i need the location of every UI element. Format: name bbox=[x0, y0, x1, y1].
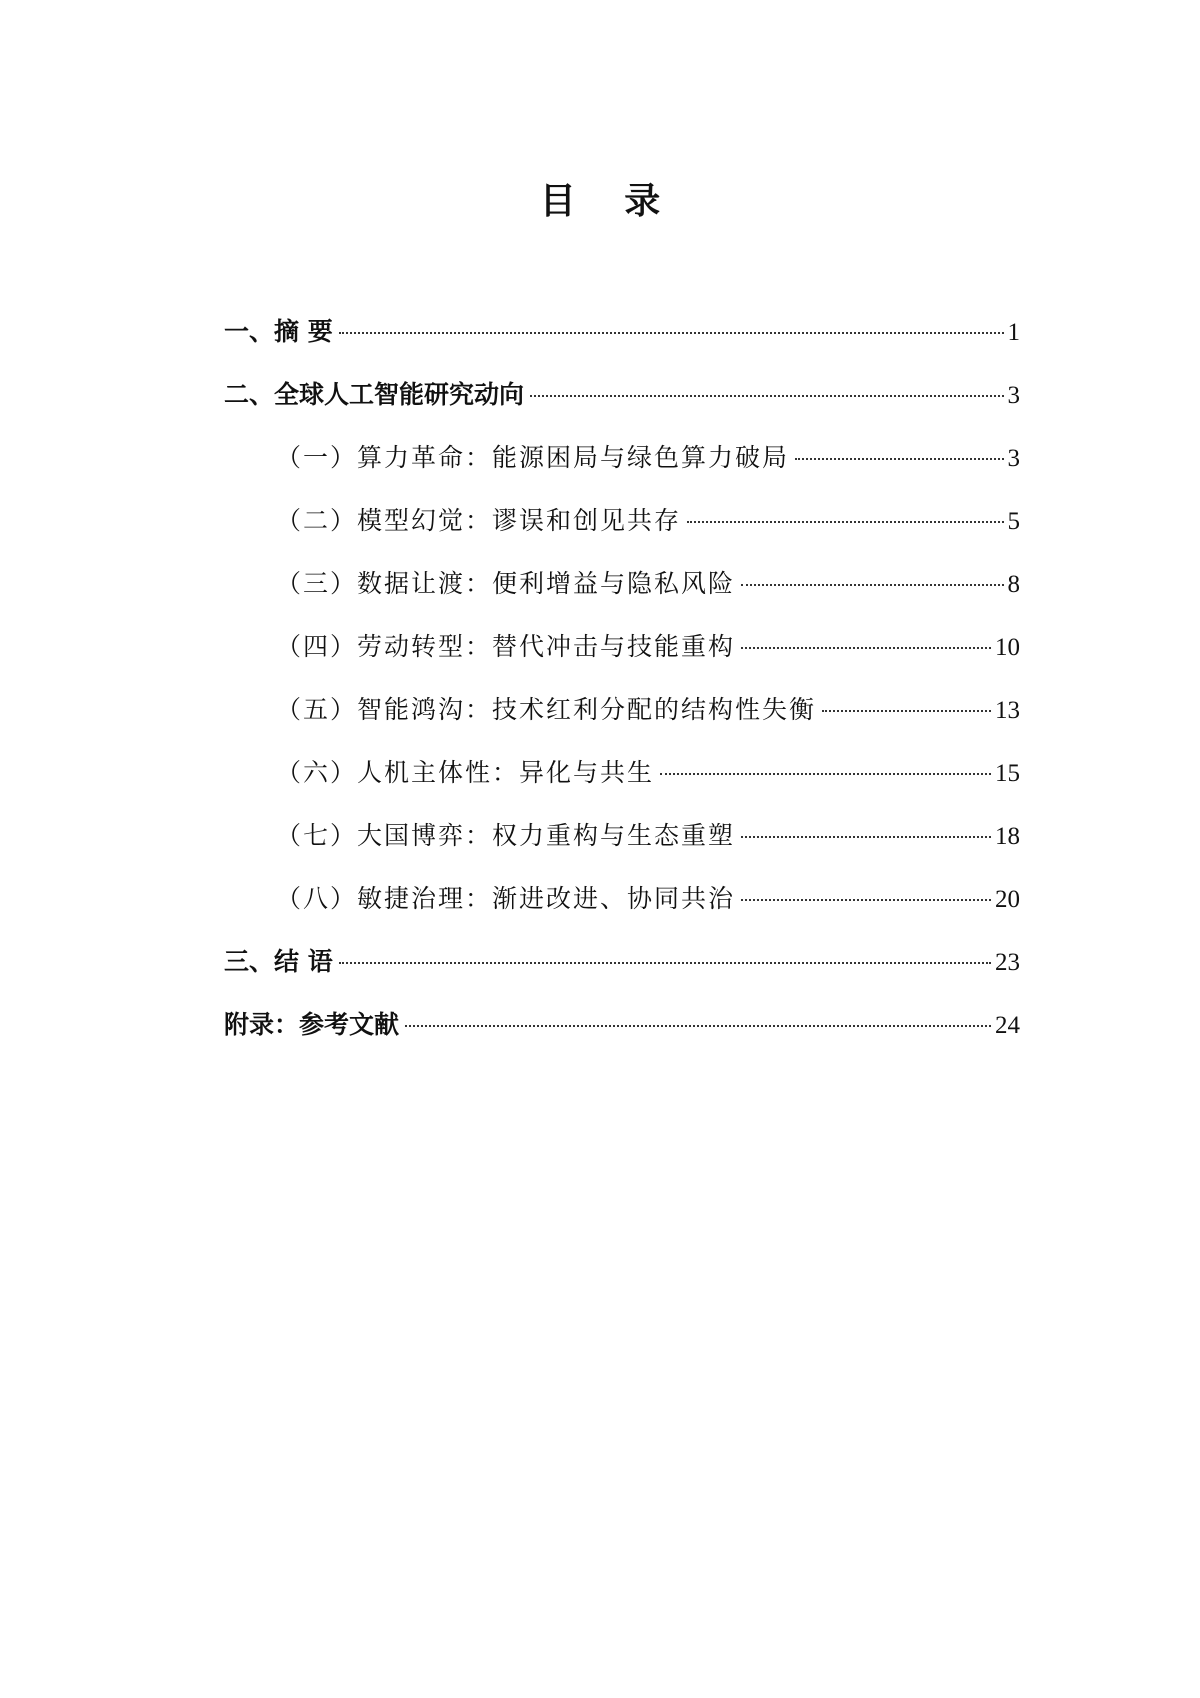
toc-entry-label: （八）敏捷治理：渐进改进、协同共治 bbox=[276, 884, 736, 913]
toc-entry-labor-transformation bbox=[224, 627, 1020, 690]
toc-entry-research-trends bbox=[224, 375, 1020, 438]
toc-dot-leader bbox=[660, 773, 991, 775]
toc-entry-abstract bbox=[224, 312, 1020, 375]
toc-page-number: 20 bbox=[995, 886, 1020, 913]
toc-dot-leader bbox=[822, 710, 991, 712]
toc-dot-leader bbox=[339, 332, 1004, 334]
page-title: 目 录 bbox=[539, 181, 679, 222]
toc-entry-label: （六）人机主体性：异化与共生 bbox=[276, 758, 655, 787]
toc-entry-model-hallucination bbox=[224, 501, 1020, 564]
toc-dot-leader bbox=[530, 395, 1003, 397]
toc-entry-label: （七）大国博弈：权力重构与生态重塑 bbox=[276, 821, 736, 850]
toc-page-number: 10 bbox=[995, 634, 1020, 661]
toc-page-number: 13 bbox=[995, 697, 1020, 724]
toc-page-number: 24 bbox=[995, 1012, 1020, 1039]
table-of-contents bbox=[224, 312, 1020, 1068]
toc-page-number: 15 bbox=[995, 760, 1020, 787]
toc-entry-label: 一、摘 要 bbox=[224, 317, 333, 346]
toc-entry-label: （三）数据让渡：便利增益与隐私风险 bbox=[276, 569, 736, 598]
toc-dot-leader bbox=[339, 962, 991, 964]
toc-page-number: 1 bbox=[1007, 319, 1020, 346]
toc-dot-leader bbox=[741, 836, 991, 838]
toc-entry-compute-revolution bbox=[224, 438, 1020, 501]
toc-page-number: 3 bbox=[1007, 382, 1020, 409]
toc-page-number: 5 bbox=[1007, 508, 1020, 535]
toc-dot-leader bbox=[405, 1025, 991, 1027]
toc-entry-data-transfer bbox=[224, 564, 1020, 627]
toc-entry-agile-governance bbox=[224, 879, 1020, 942]
toc-page-number: 8 bbox=[1007, 571, 1020, 598]
toc-dot-leader bbox=[687, 521, 1003, 523]
toc-entry-label: 三、结 语 bbox=[224, 947, 333, 976]
toc-entry-conclusion bbox=[224, 942, 1020, 1005]
toc-page-number: 23 bbox=[995, 949, 1020, 976]
toc-entry-label: 二、全球人工智能研究动向 bbox=[224, 380, 525, 409]
toc-entry-great-power-rivalry bbox=[224, 816, 1020, 879]
toc-dot-leader bbox=[741, 647, 991, 649]
toc-entry-label: （五）智能鸿沟：技术红利分配的结构性失衡 bbox=[276, 695, 817, 724]
toc-page-number: 3 bbox=[1007, 445, 1020, 472]
toc-entry-label: （二）模型幻觉：谬误和创见共存 bbox=[276, 506, 682, 535]
toc-dot-leader bbox=[795, 458, 1003, 460]
toc-entry-label: （一）算力革命：能源困局与绿色算力破局 bbox=[276, 443, 790, 472]
toc-entry-human-machine-subjectivity bbox=[224, 753, 1020, 816]
toc-dot-leader bbox=[741, 584, 1003, 586]
toc-entry-label: 附录：参考文献 bbox=[224, 1010, 400, 1039]
toc-entry-references bbox=[224, 1005, 1020, 1068]
toc-entry-intelligence-divide bbox=[224, 690, 1020, 753]
toc-dot-leader bbox=[741, 899, 991, 901]
toc-entry-label: （四）劳动转型：替代冲击与技能重构 bbox=[276, 632, 736, 661]
toc-page-number: 18 bbox=[995, 823, 1020, 850]
